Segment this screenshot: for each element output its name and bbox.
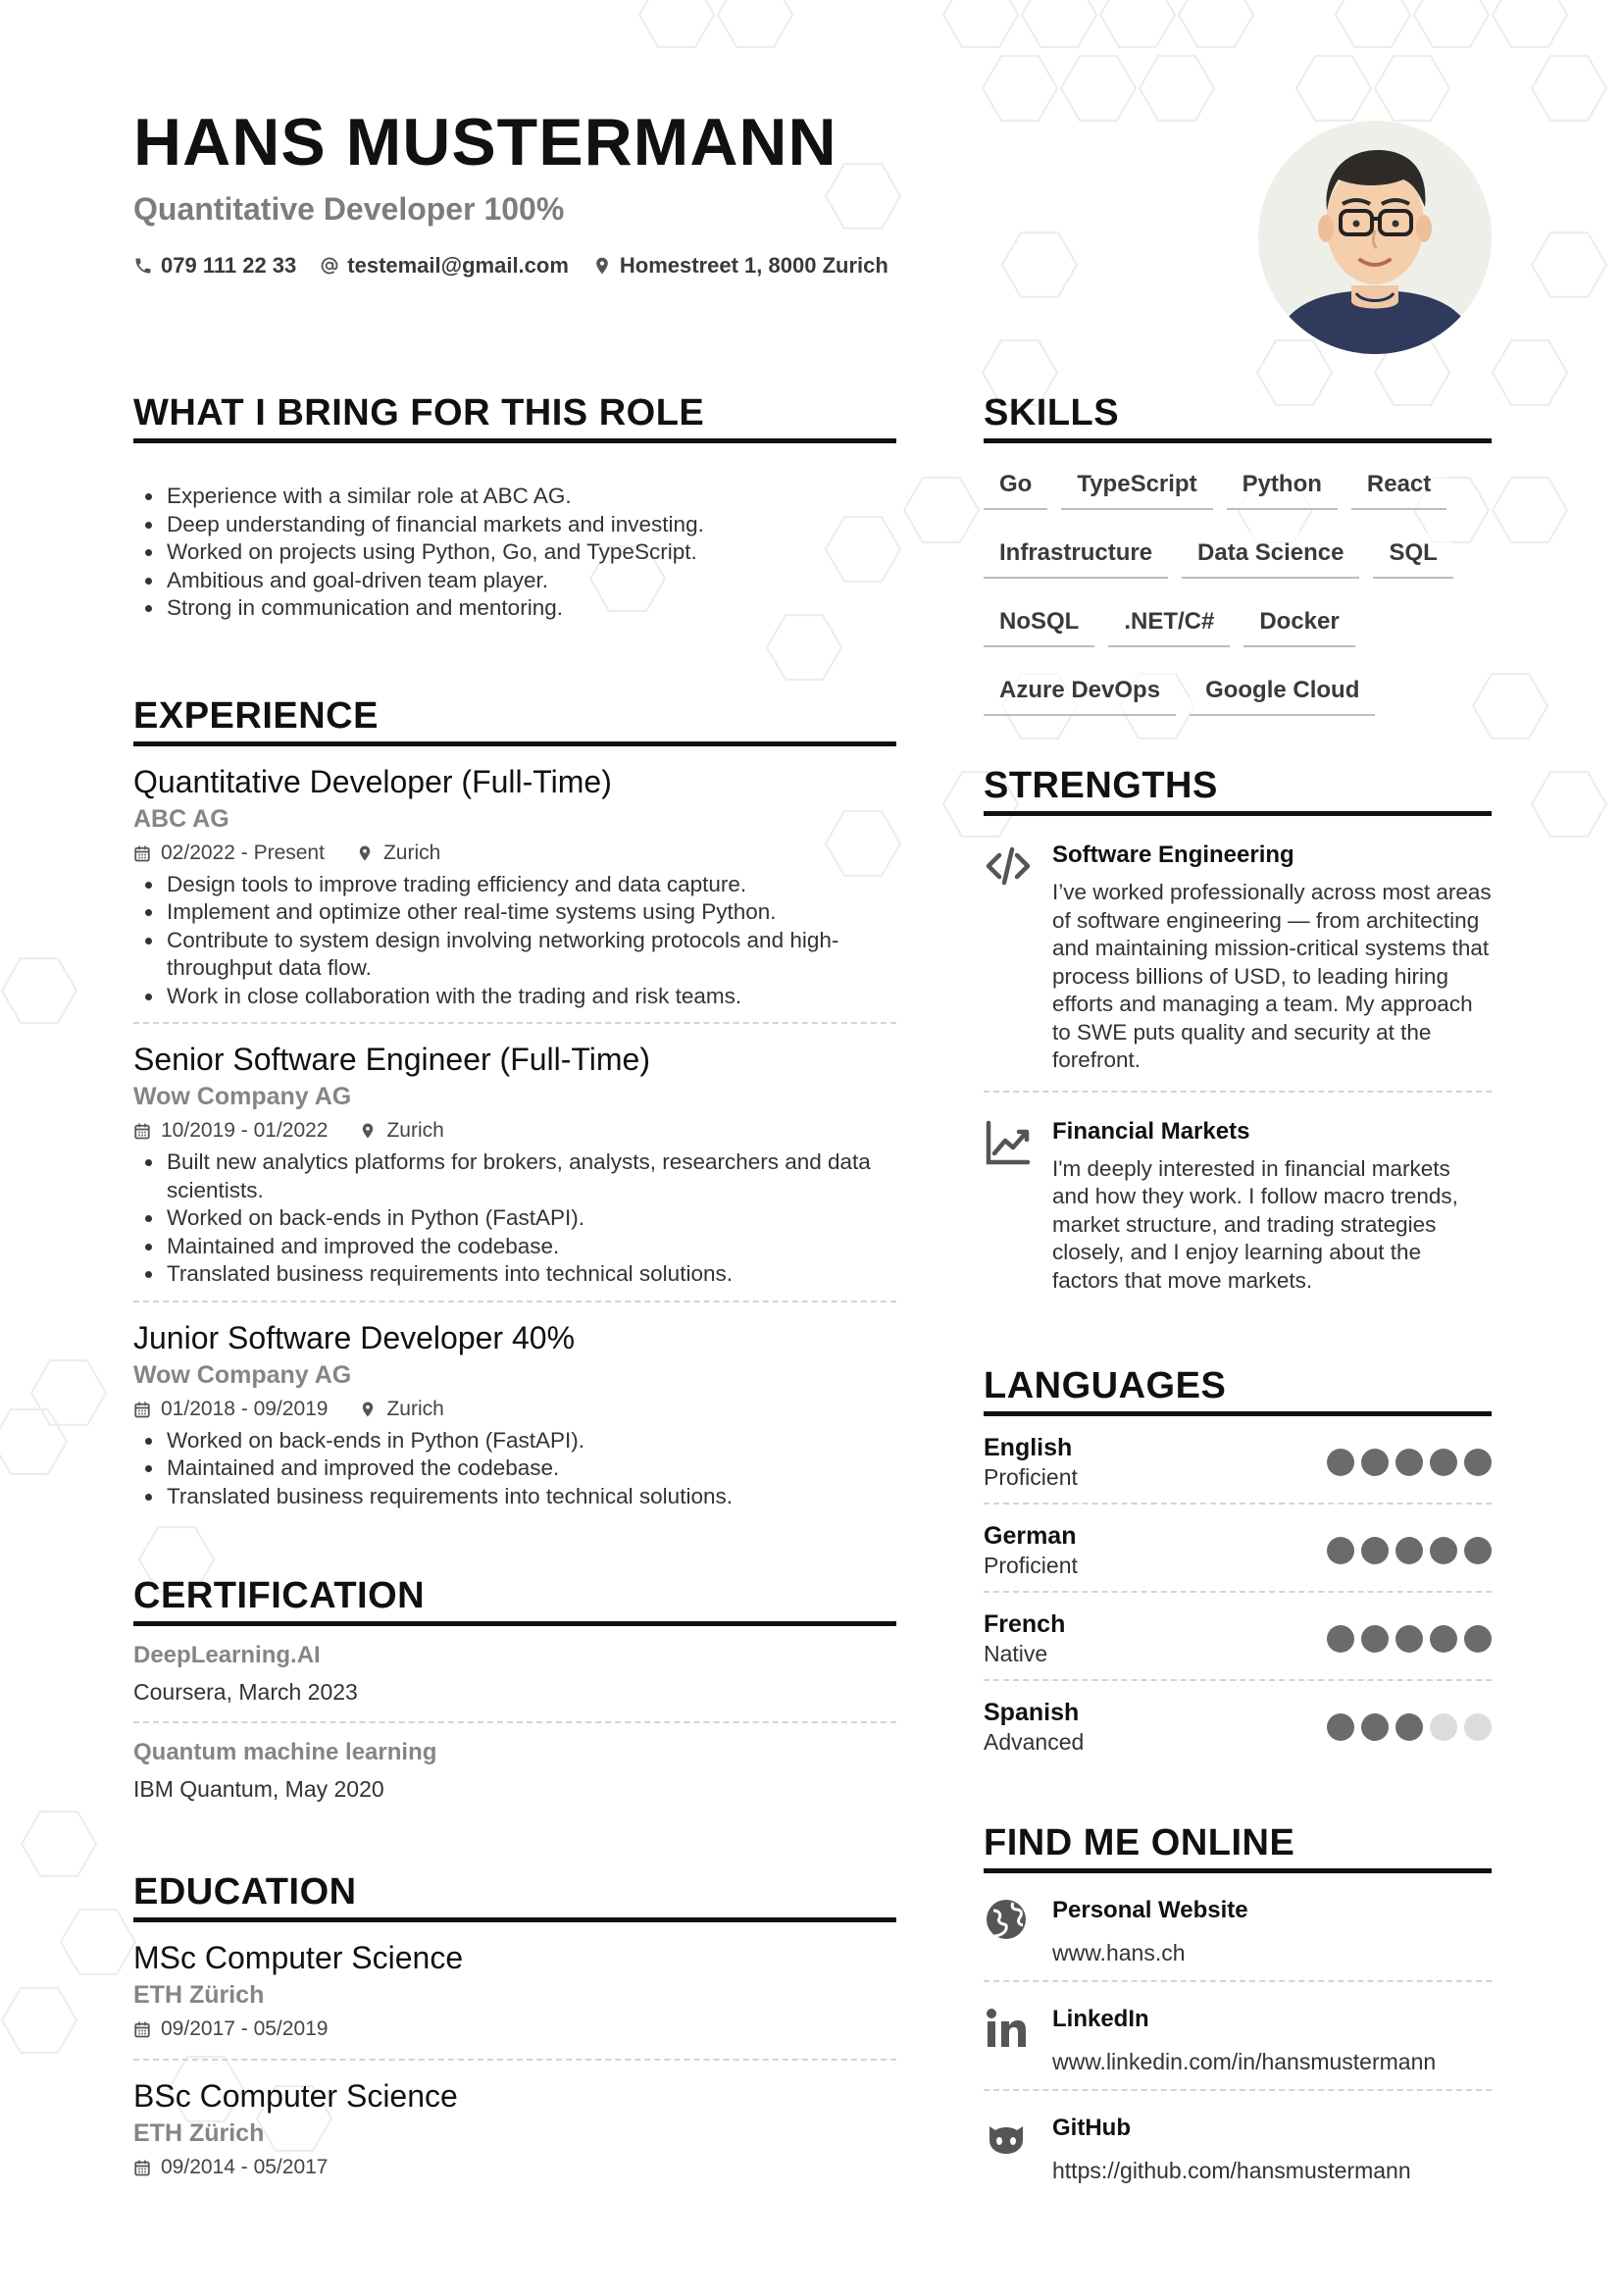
skill-tag: TypeScript [1061,463,1212,510]
skill-tag: React [1351,463,1446,510]
language-level: Advanced [984,1729,1085,1755]
language-rating [1327,1713,1492,1741]
degree: BSc Computer Science [133,2078,458,2114]
rating-dot-filled [1464,1537,1492,1564]
rating-dot-filled [1464,1625,1492,1653]
strength-description: I'm deeply interested in financial markets and how they work. I follow macro trends, market structure, and trading strategies closely, and I enjoy learning about the factors that move markets. [1052,1155,1458,1293]
strength-title: Software Engineering [1052,842,1294,868]
experience-entry [133,746,896,1025]
list-item: • Experience with a similar role at ABC AG. [165,483,896,511]
role-fit-list [133,483,896,623]
school: ETH Zürich [133,2119,265,2147]
skill-tag: Data Science [1182,532,1359,579]
experience-section [133,695,896,1523]
online-entry [984,1873,1492,1982]
rating-dot-filled [1430,1537,1457,1564]
contact-email [320,253,569,279]
certification-entry [133,1723,896,1818]
certification-entry [133,1626,896,1723]
list-item: • Maintained and improved the codebase. [165,1233,896,1261]
globe-icon [984,1897,1033,1946]
job-location-text: Zurich [382,841,441,864]
rating-dot-filled [1327,1625,1354,1653]
job-location [356,842,440,865]
skill-tag: Infrastructure [984,532,1168,579]
avatar [1258,121,1492,354]
skill-tag: SQL [1373,532,1452,579]
job-location-text: Zurich [386,1119,444,1142]
skill-tag: Go [984,463,1047,510]
chart-line-icon [984,1118,1033,1167]
calendar-icon [133,2159,151,2176]
rating-dot-filled [1430,1449,1457,1476]
section-heading: FIND ME ONLINE [984,1822,1492,1873]
github-icon [984,2115,1033,2164]
job-dates-text: 01/2018 - 09/2019 [161,1397,329,1420]
section-heading: EXPERIENCE [133,695,896,746]
online-title: LinkedIn [1052,2006,1149,2032]
rating-dot-filled [1327,1537,1354,1564]
job-dates [133,1119,328,1143]
language-level: Native [984,1641,1048,1666]
calendar-icon [133,2020,151,2038]
job-meta [133,1398,896,1421]
job-role: Junior Software Developer 40% [133,1319,576,1355]
online-title: Personal Website [1052,1897,1248,1923]
section-heading: EDUCATION [133,1871,896,1922]
list-item: • Worked on back-ends in Python (FastAPI). [165,1427,896,1455]
rating-dot-filled [1361,1713,1389,1741]
list-item: • Work in close collaboration with the trading and risk teams. [165,983,896,1011]
phone-icon [133,256,153,276]
list-item: • Implement and optimize other real-time systems using Python. [165,898,896,927]
address-text: Homestreet 1, 8000 Zurich [619,253,888,279]
skill-tag: Google Cloud [1190,669,1375,716]
rating-dot-filled [1361,1449,1389,1476]
certification-name: Quantum machine learning [133,1739,437,1765]
education-entry [133,1922,896,2061]
language-level: Proficient [984,1553,1078,1578]
skill-tag: Python [1227,463,1338,510]
certification-name: DeepLearning.AI [133,1642,321,1668]
list-item: • Translated business requirements into technical solutions. [165,1483,896,1511]
education-section [133,1871,896,2197]
online-url[interactable]: www.hans.ch [1052,1940,1186,1965]
certification-detail: Coursera, March 2023 [133,1679,358,1705]
job-company: Wow Company AG [133,1360,352,1389]
rating-dot-filled [1464,1449,1492,1476]
online-url[interactable]: https://github.com/hansmustermann [1052,2158,1411,2183]
education-entry [133,2061,896,2197]
rating-dot-filled [1395,1625,1423,1653]
section-heading: STRENGTHS [984,765,1492,816]
section-heading: WHAT I BRING FOR THIS ROLE [133,392,896,443]
online-title: GitHub [1052,2115,1131,2141]
list-item: • Translated business requirements into technical solutions. [165,1260,896,1289]
strengths-section [984,765,1492,1310]
code-icon [984,842,1033,891]
language-entry [984,1505,1492,1593]
strength-description: I’ve worked professionally across most areas of software engineering — from architecting and maintaining mission-critical systems that process billions of USD, to leading hiring efforts and managing a team. My approach to SWE puts quality and security at the forefront. [1052,880,1492,1072]
linkedin-icon [984,2006,1033,2055]
job-bullets [133,1148,896,1289]
left-column [133,392,896,2197]
rating-dot-filled [1327,1713,1354,1741]
strength-entry [984,816,1492,1093]
calendar-icon [133,1401,151,1418]
job-dates-text: 10/2019 - 01/2022 [161,1119,329,1142]
skill-tag: .NET/C# [1108,600,1230,647]
skill-tag: Azure DevOps [984,669,1176,716]
language-entry [984,1593,1492,1681]
education-dates [133,2156,328,2179]
calendar-icon [133,844,151,862]
section-heading: LANGUAGES [984,1365,1492,1416]
rating-dot-filled [1361,1625,1389,1653]
avatar-illustration [1258,121,1492,354]
language-entry [984,1681,1492,1767]
skill-tags [984,463,1492,716]
list-item: • Worked on projects using Python, Go, and TypeScript. [165,538,896,567]
contact-phone [133,253,296,279]
language-entry [984,1416,1492,1505]
education-meta [133,2156,896,2179]
language-name: German [984,1522,1077,1550]
education-dates-text: 09/2014 - 05/2017 [161,2156,329,2178]
job-meta [133,1119,896,1143]
job-dates-text: 02/2022 - Present [161,841,325,864]
role-fit-section [133,392,896,623]
online-section [984,1822,1492,2198]
languages-section [984,1365,1492,1767]
skills-section [984,392,1492,716]
language-name: Spanish [984,1699,1080,1726]
list-item: • Contribute to system design involving networking protocols and high-throughput data flow. [165,927,896,983]
language-rating [1327,1537,1492,1564]
school: ETH Zürich [133,1981,265,2009]
list-item: • Ambitious and goal-driven team player. [165,567,896,595]
phone-text: 079 111 22 33 [161,253,297,279]
map-pin-icon [592,256,612,276]
language-level: Proficient [984,1464,1078,1490]
language-rating [1327,1625,1492,1653]
job-location [359,1119,443,1143]
certification-detail: IBM Quantum, May 2020 [133,1776,384,1802]
online-entry [984,1982,1492,2091]
candidate-name: HANS MUSTERMANN [133,105,837,179]
rating-dot-filled [1361,1537,1389,1564]
degree: MSc Computer Science [133,1940,464,1975]
online-entry [984,2091,1492,2198]
rating-dot-filled [1327,1449,1354,1476]
section-heading: CERTIFICATION [133,1575,896,1626]
map-pin-icon [359,1401,377,1418]
job-bullets [133,871,896,1011]
job-dates [133,842,325,865]
language-name: English [984,1434,1073,1461]
map-pin-icon [359,1122,377,1140]
job-location [359,1398,443,1421]
experience-entry [133,1024,896,1302]
list-item: • Worked on back-ends in Python (FastAPI). [165,1204,896,1233]
calendar-icon [133,1122,151,1140]
skill-tag: NoSQL [984,600,1094,647]
job-location-text: Zurich [386,1397,444,1420]
rating-dot-empty [1464,1713,1492,1741]
rating-dot-filled [1395,1449,1423,1476]
candidate-title: Quantitative Developer 100% [133,191,565,228]
list-item: • Design tools to improve trading efficiency and data capture. [165,871,896,899]
section-heading: SKILLS [984,392,1492,443]
certification-section [133,1575,896,1818]
job-company: Wow Company AG [133,1083,352,1110]
rating-dot-filled [1395,1713,1423,1741]
job-role: Senior Software Engineer (Full-Time) [133,1042,650,1077]
education-dates-text: 09/2017 - 05/2019 [161,2017,329,2040]
map-pin-icon [356,844,374,862]
list-item: • Deep understanding of financial markets and investing. [165,511,896,539]
email-text: testemail@gmail.com [347,253,569,279]
education-meta [133,2017,896,2041]
list-item: • Built new analytics platforms for brokers, analysts, researchers and data scientists. [165,1148,896,1204]
rating-dot-filled [1430,1625,1457,1653]
rating-dot-empty [1430,1713,1457,1741]
contact-address [592,253,888,279]
at-icon [320,256,339,276]
experience-entry [133,1302,896,1523]
job-bullets [133,1427,896,1511]
skill-tag: Docker [1243,600,1354,647]
language-name: French [984,1610,1066,1638]
job-dates [133,1398,328,1421]
list-item: • Maintained and improved the codebase. [165,1454,896,1483]
rating-dot-filled [1395,1537,1423,1564]
language-rating [1327,1449,1492,1476]
education-dates [133,2017,328,2041]
right-column [984,392,1492,2198]
contact-row [133,253,938,279]
resume-header [133,105,938,279]
strength-entry [984,1093,1492,1311]
list-item: • Strong in communication and mentoring. [165,594,896,623]
online-url[interactable]: www.linkedin.com/in/hansmustermann [1052,2049,1437,2074]
job-company: ABC AG [133,804,229,833]
job-role: Quantitative Developer (Full-Time) [133,763,612,799]
job-meta [133,842,896,865]
strength-title: Financial Markets [1052,1117,1250,1145]
